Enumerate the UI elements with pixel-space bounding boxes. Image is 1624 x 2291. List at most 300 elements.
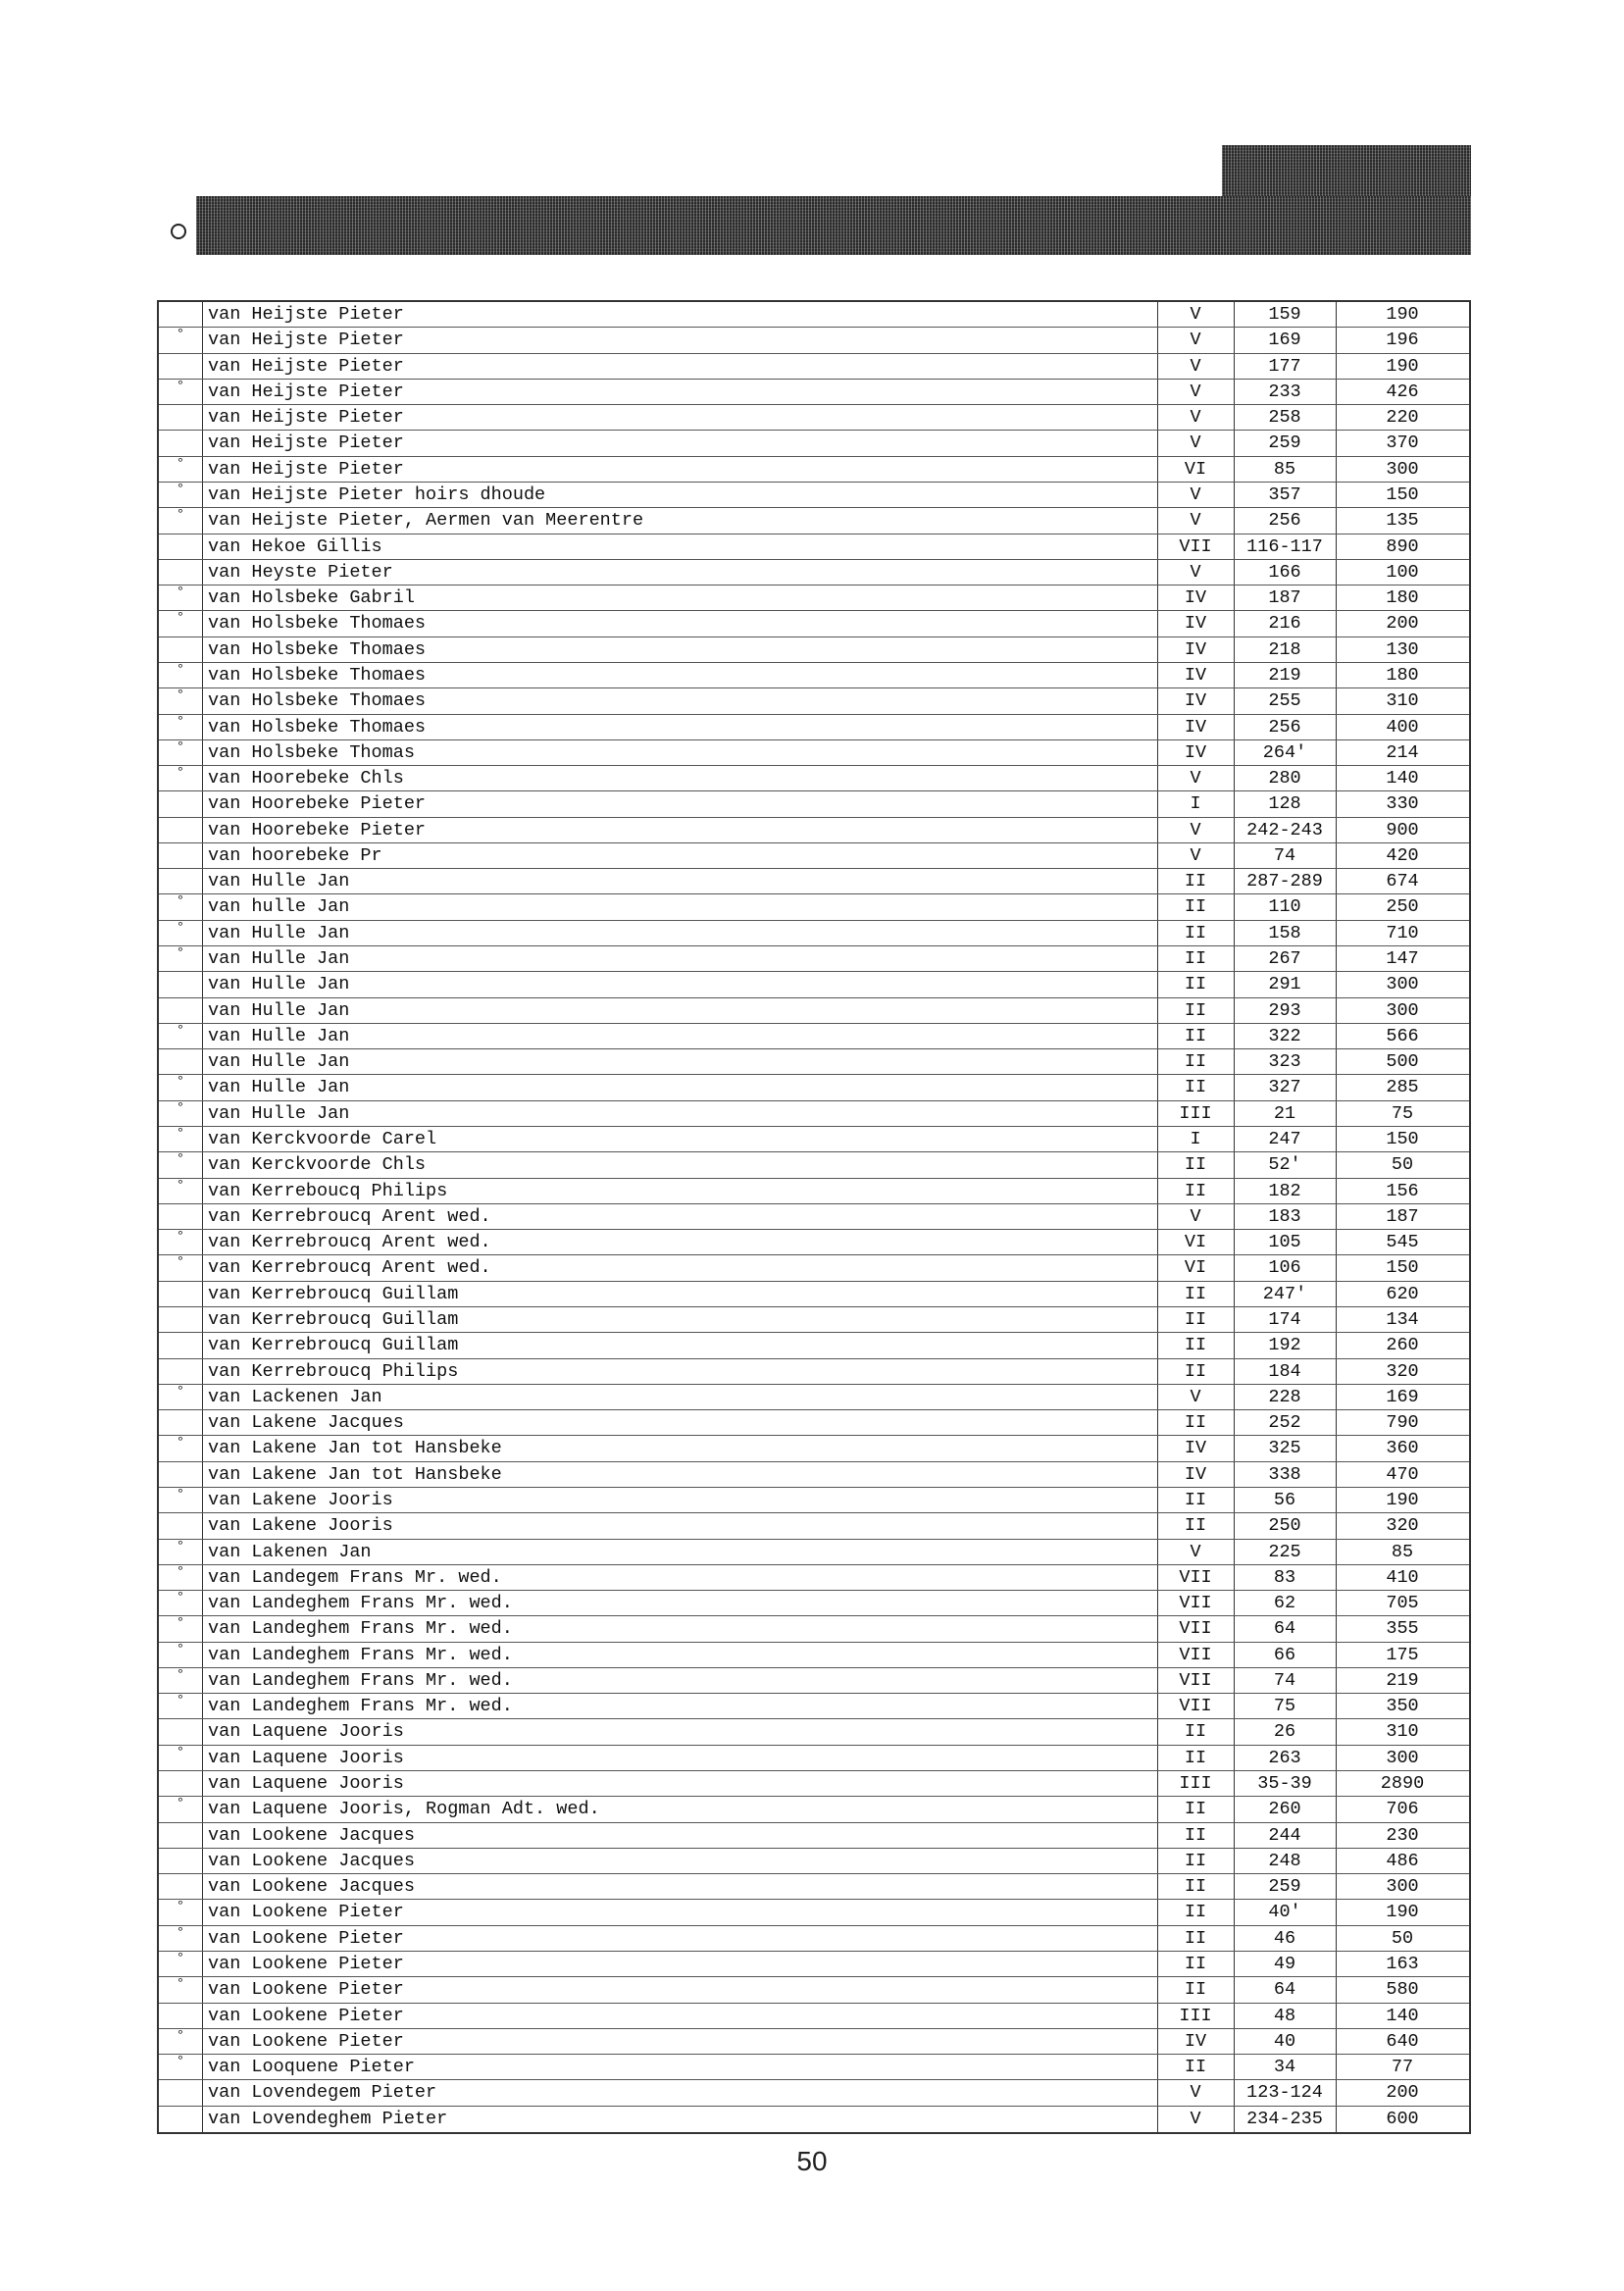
table-row [159,1797,1469,1822]
row-mark [159,1359,202,1384]
row-folio: 75 [1273,1696,1296,1717]
row-folio: 183 [1268,1205,1301,1227]
table-row [159,1333,1469,1358]
row-volume: VI [1184,458,1207,480]
row-volume: II [1184,1876,1207,1898]
row-folio: 116-117 [1246,535,1323,557]
row-amount: 100 [1386,561,1419,583]
row-amount: 300 [1386,1747,1419,1768]
row-amount: 486 [1386,1850,1419,1871]
row-volume: IV [1184,613,1207,635]
row-mark: ° [176,611,185,627]
row-mark: ° [176,379,185,394]
row-volume: VII [1179,1593,1212,1614]
row-folio: 128 [1268,793,1301,815]
row-volume: IV [1184,1463,1207,1485]
row-volume: V [1190,1541,1201,1562]
row-folio: 64 [1273,1979,1296,2001]
row-name: van Lakenen Jan [208,1541,372,1562]
row-amount: 187 [1386,1205,1419,1227]
row-folio: 258 [1268,407,1301,429]
row-amount: 360 [1386,1438,1419,1459]
row-volume: II [1184,1902,1207,1923]
table-row [159,1952,1469,1977]
row-name: van Hulle Jan [208,922,350,943]
row-folio: 259 [1268,433,1301,454]
table-row [159,1101,1469,1127]
row-volume: II [1184,1489,1207,1510]
row-name: van Lakene Jan tot Hansbeke [208,1463,502,1485]
row-folio: 184 [1268,1360,1301,1382]
row-volume: V [1190,381,1201,402]
row-amount: 500 [1386,1051,1419,1073]
row-amount: 200 [1386,613,1419,635]
row-mark [159,535,202,559]
table-row [159,1668,1469,1694]
row-mark [159,431,202,455]
row-folio: 248 [1268,1850,1301,1871]
row-mark [159,791,202,816]
row-mark: ° [176,1178,185,1194]
table-row [159,2080,1469,2106]
row-mark: ° [176,1127,185,1142]
row-mark [159,1462,202,1487]
table-row [159,1359,1469,1385]
row-mark [159,1282,202,1306]
row-mark: ° [176,1616,185,1632]
row-name: van Lookene Pieter [208,1979,404,2001]
row-name: van Lakene Jooris [208,1515,393,1537]
row-mark: ° [176,1797,185,1812]
table-row [159,354,1469,380]
table-row [159,302,1469,328]
row-name: van Lovendeghem Pieter [208,2108,448,2129]
row-volume: V [1190,1386,1201,1407]
row-mark [159,560,202,585]
row-name: van Landeghem Frans Mr. wed. [208,1669,513,1691]
row-name: van Landeghem Frans Mr. wed. [208,1593,513,1614]
row-amount: 219 [1386,1669,1419,1691]
row-folio: 177 [1268,355,1301,377]
table-row [159,2004,1469,2029]
row-amount: 285 [1386,1077,1419,1098]
row-amount: 426 [1386,381,1419,402]
table-row [159,1385,1469,1410]
row-volume: II [1184,1954,1207,1975]
row-amount: 75 [1391,1102,1414,1124]
row-volume: V [1190,2082,1201,2104]
row-volume: IV [1184,1438,1207,1459]
table-row [159,611,1469,636]
row-name: van Heijste Pieter [208,433,404,454]
row-name: van Holsbeke Thomaes [208,664,427,686]
row-amount: 134 [1386,1308,1419,1330]
row-amount: 175 [1386,1644,1419,1665]
row-name: van Hulle Jan [208,1051,350,1073]
row-mark: ° [176,739,185,755]
row-name: van Lookene Pieter [208,1927,404,1949]
row-folio: 49 [1273,1954,1296,1975]
row-mark: ° [176,508,185,524]
table-row [159,1719,1469,1745]
row-name: van Holsbeke Thomaes [208,613,427,635]
row-amount: 710 [1386,922,1419,943]
row-folio: 267 [1268,948,1301,970]
row-amount: 163 [1386,1954,1419,1975]
row-name: van Laquene Jooris [208,1721,404,1743]
row-amount: 545 [1386,1232,1419,1253]
table-row [159,715,1469,740]
row-volume: VI [1184,1232,1207,1253]
table-row [159,663,1469,688]
row-mark: ° [176,920,185,936]
row-folio: 338 [1268,1463,1301,1485]
table-row [159,1591,1469,1616]
table-row [159,843,1469,869]
row-mark: ° [176,1100,185,1116]
row-volume: II [1184,1180,1207,1201]
row-name: van Lakene Jacques [208,1412,404,1434]
row-amount: 355 [1386,1618,1419,1640]
row-name: van Hulle Jan [208,948,350,970]
row-mark [159,1849,202,1873]
row-volume: II [1184,1051,1207,1073]
row-name: van Lovendegem Pieter [208,2082,437,2104]
row-amount: 230 [1386,1824,1419,1846]
table-row [159,1849,1469,1874]
row-mark: ° [176,662,185,678]
row-amount: 890 [1386,535,1419,557]
header-circle-mark [171,224,186,239]
row-amount: 180 [1386,587,1419,609]
row-volume: II [1184,1927,1207,1949]
row-volume: VII [1179,1566,1212,1588]
row-folio: 293 [1268,999,1301,1021]
row-name: van Lakene Jooris [208,1489,393,1510]
row-folio: 174 [1268,1308,1301,1330]
row-amount: 130 [1386,638,1419,660]
table-row [159,766,1469,791]
row-mark [159,302,202,327]
table-row [159,740,1469,766]
row-folio: 280 [1268,768,1301,789]
row-name: van Holsbeke Gabril [208,587,415,609]
row-name: van Hulle Jan [208,1077,350,1098]
row-mark: ° [176,894,185,910]
row-mark: ° [176,688,185,704]
row-name: van Heijste Pieter [208,304,404,325]
row-mark: ° [176,1075,185,1091]
row-name: van Kerrebroucq Arent wed. [208,1205,491,1227]
table-row [159,328,1469,353]
row-name: van Hulle Jan [208,871,350,892]
row-volume: II [1184,1979,1207,2001]
row-name: van Lookene Jacques [208,1876,415,1898]
row-folio: 291 [1268,974,1301,995]
row-mark: ° [176,1384,185,1400]
row-folio: 216 [1268,613,1301,635]
table-row [159,2029,1469,2055]
row-name: van Landegem Frans Mr. wed. [208,1566,502,1588]
row-volume: II [1184,1747,1207,1768]
row-volume: V [1190,484,1201,505]
table-row [159,483,1469,508]
row-mark: ° [176,1642,185,1657]
row-folio: 46 [1273,1927,1296,1949]
row-volume: V [1190,355,1201,377]
table-row [159,946,1469,972]
row-folio: 40' [1268,1902,1301,1923]
row-amount: 300 [1386,999,1419,1021]
table-row [159,1694,1469,1719]
row-folio: 192 [1268,1335,1301,1356]
table-row [159,1900,1469,1925]
row-folio: 264' [1262,741,1307,763]
row-volume: IV [1184,2030,1207,2052]
row-name: van Laquene Jooris [208,1747,404,1768]
row-name: van Laquene Jooris [208,1773,404,1795]
row-mark [159,1049,202,1074]
table-row [159,380,1469,405]
row-folio: 52' [1268,1154,1301,1176]
row-volume: II [1184,1335,1207,1356]
row-amount: 620 [1386,1283,1419,1304]
row-amount: 77 [1391,2057,1414,2078]
row-volume: II [1184,1721,1207,1743]
row-folio: 322 [1268,1025,1301,1046]
table-row [159,1179,1469,1204]
row-volume: IV [1184,690,1207,712]
row-folio: 74 [1273,844,1296,866]
row-mark [159,1719,202,1744]
table-row [159,2107,1469,2132]
header-tab [1222,145,1471,198]
row-name: van Lakene Jan tot Hansbeke [208,1438,502,1459]
row-amount: 85 [1391,1541,1414,1562]
row-folio: 233 [1268,381,1301,402]
row-folio: 287-289 [1246,871,1323,892]
table-row [159,431,1469,456]
row-name: van Heijste Pieter [208,381,404,402]
row-folio: 182 [1268,1180,1301,1201]
page-number: 50 [796,2146,828,2176]
row-folio: 169 [1268,330,1301,351]
row-name: van Kerckvoorde Chls [208,1154,427,1176]
row-name: van Lookene Jacques [208,1850,415,1871]
row-folio: 110 [1268,896,1301,918]
row-folio: 64 [1273,1618,1296,1640]
row-amount: 705 [1386,1593,1419,1614]
row-volume: II [1184,896,1207,918]
row-mark: ° [176,1023,185,1039]
row-amount: 674 [1386,871,1419,892]
row-mark [159,818,202,842]
row-folio: 85 [1273,458,1296,480]
row-name: van hulle Jan [208,896,350,918]
row-volume: III [1179,1773,1212,1795]
row-name: van Kerrebroucq Philips [208,1360,459,1382]
row-amount: 330 [1386,793,1419,815]
row-amount: 790 [1386,1412,1419,1434]
row-amount: 300 [1386,1876,1419,1898]
row-folio: 357 [1268,484,1301,505]
row-amount: 190 [1386,355,1419,377]
row-mark [159,637,202,662]
row-amount: 190 [1386,304,1419,325]
row-volume: V [1190,844,1201,866]
row-name: van Hoorebeke Pieter [208,819,427,840]
row-amount: 300 [1386,458,1419,480]
table-row [159,921,1469,946]
row-folio: 247' [1262,1283,1307,1304]
row-name: van Lookene Pieter [208,1954,404,1975]
row-name: van Kerreboucq Philips [208,1180,448,1201]
table-row [159,405,1469,431]
row-volume: VII [1179,535,1212,557]
row-volume: IV [1184,716,1207,738]
row-mark: ° [176,1977,185,1993]
row-amount: 50 [1391,1154,1414,1176]
row-volume: II [1184,1283,1207,1304]
row-name: van Hekoe Gillis [208,535,382,557]
row-amount: 150 [1386,1257,1419,1279]
row-mark: ° [176,1539,185,1554]
table-row [159,1307,1469,1333]
row-folio: 255 [1268,690,1301,712]
row-name: van Heijste Pieter [208,355,404,377]
row-name: van Kerrebroucq Guillam [208,1335,459,1356]
row-amount: 196 [1386,330,1419,351]
row-mark: ° [176,1564,185,1580]
row-mark [159,1307,202,1332]
row-folio: 166 [1268,561,1301,583]
row-folio: 105 [1268,1232,1301,1253]
row-name: van Heijste Pieter hoirs dhoude [208,484,546,505]
row-volume: V [1190,561,1201,583]
row-mark [159,1204,202,1229]
row-mark: ° [176,714,185,730]
row-amount: 140 [1386,2005,1419,2026]
table-row [159,1075,1469,1100]
row-amount: 566 [1386,1025,1419,1046]
table-row [159,1540,1469,1565]
row-amount: 2890 [1380,1773,1425,1795]
row-name: van Laquene Jooris, Rogman Adt. wed. [208,1799,600,1820]
row-name: van Lookene Pieter [208,2030,404,2052]
table-row [159,1204,1469,1230]
table-row [159,1024,1469,1049]
row-volume: II [1184,1025,1207,1046]
row-folio: 35-39 [1257,1773,1312,1795]
row-name: van Heyste Pieter [208,561,393,583]
row-folio: 263 [1268,1747,1301,1768]
table-row [159,585,1469,611]
row-volume: III [1179,2005,1212,2026]
table-row [159,1152,1469,1178]
row-amount: 200 [1386,2082,1419,2104]
row-folio: 218 [1268,638,1301,660]
row-mark: ° [176,1487,185,1502]
row-amount: 420 [1386,844,1419,866]
row-name: van Hoorebeke Chls [208,768,404,789]
row-name: van Hulle Jan [208,999,350,1021]
table-row [159,1926,1469,1952]
table-row [159,560,1469,585]
table-row [159,508,1469,534]
table-row [159,1616,1469,1642]
row-name: van hoorebeke Pr [208,844,382,866]
row-folio: 40 [1273,2030,1296,2052]
row-name: van Lookene Pieter [208,2005,404,2026]
row-amount: 400 [1386,716,1419,738]
row-mark: ° [176,1255,185,1271]
row-amount: 310 [1386,690,1419,712]
row-volume: II [1184,871,1207,892]
table-row [159,1977,1469,2003]
row-volume: V [1190,2108,1201,2129]
row-folio: 250 [1268,1515,1301,1537]
row-mark [159,354,202,379]
row-volume: I [1190,1129,1201,1149]
row-volume: II [1184,974,1207,995]
row-mark: ° [176,328,185,343]
row-mark: ° [176,2028,185,2044]
row-mark [159,1771,202,1796]
row-folio: 256 [1268,510,1301,532]
row-volume: V [1190,768,1201,789]
table-row [159,1436,1469,1461]
row-mark [159,972,202,996]
row-folio: 66 [1273,1644,1296,1665]
row-mark [159,2080,202,2105]
row-volume: VII [1179,1618,1212,1640]
row-mark: ° [176,1745,185,1760]
row-folio: 56 [1273,1489,1296,1510]
row-amount: 190 [1386,1489,1419,1510]
row-amount: 600 [1386,2108,1419,2129]
row-amount: 706 [1386,1799,1419,1820]
row-folio: 26 [1273,1721,1296,1743]
row-folio: 260 [1268,1799,1301,1820]
table-row [159,1462,1469,1488]
row-volume: II [1184,1154,1207,1176]
table-row [159,688,1469,714]
row-name: van Lookene Pieter [208,1902,404,1923]
row-mark [159,2004,202,2028]
row-volume: II [1184,1412,1207,1434]
row-mark: ° [176,1900,185,1915]
table-row [159,998,1469,1024]
row-amount: 180 [1386,664,1419,686]
row-name: van Heijste Pieter [208,458,404,480]
table-row [159,1230,1469,1255]
row-volume: II [1184,1824,1207,1846]
row-mark: ° [176,2055,185,2070]
table-row [159,535,1469,560]
row-folio: 48 [1273,2005,1296,2026]
row-volume: II [1184,1799,1207,1820]
row-amount: 410 [1386,1566,1419,1588]
table-row [159,2055,1469,2080]
row-volume: IV [1184,587,1207,609]
row-mark [159,1410,202,1435]
row-volume: VII [1179,1696,1212,1717]
row-mark [159,843,202,868]
row-volume: VII [1179,1644,1212,1665]
row-name: van Landeghem Frans Mr. wed. [208,1644,513,1665]
row-amount: 147 [1386,948,1419,970]
row-folio: 187 [1268,587,1301,609]
